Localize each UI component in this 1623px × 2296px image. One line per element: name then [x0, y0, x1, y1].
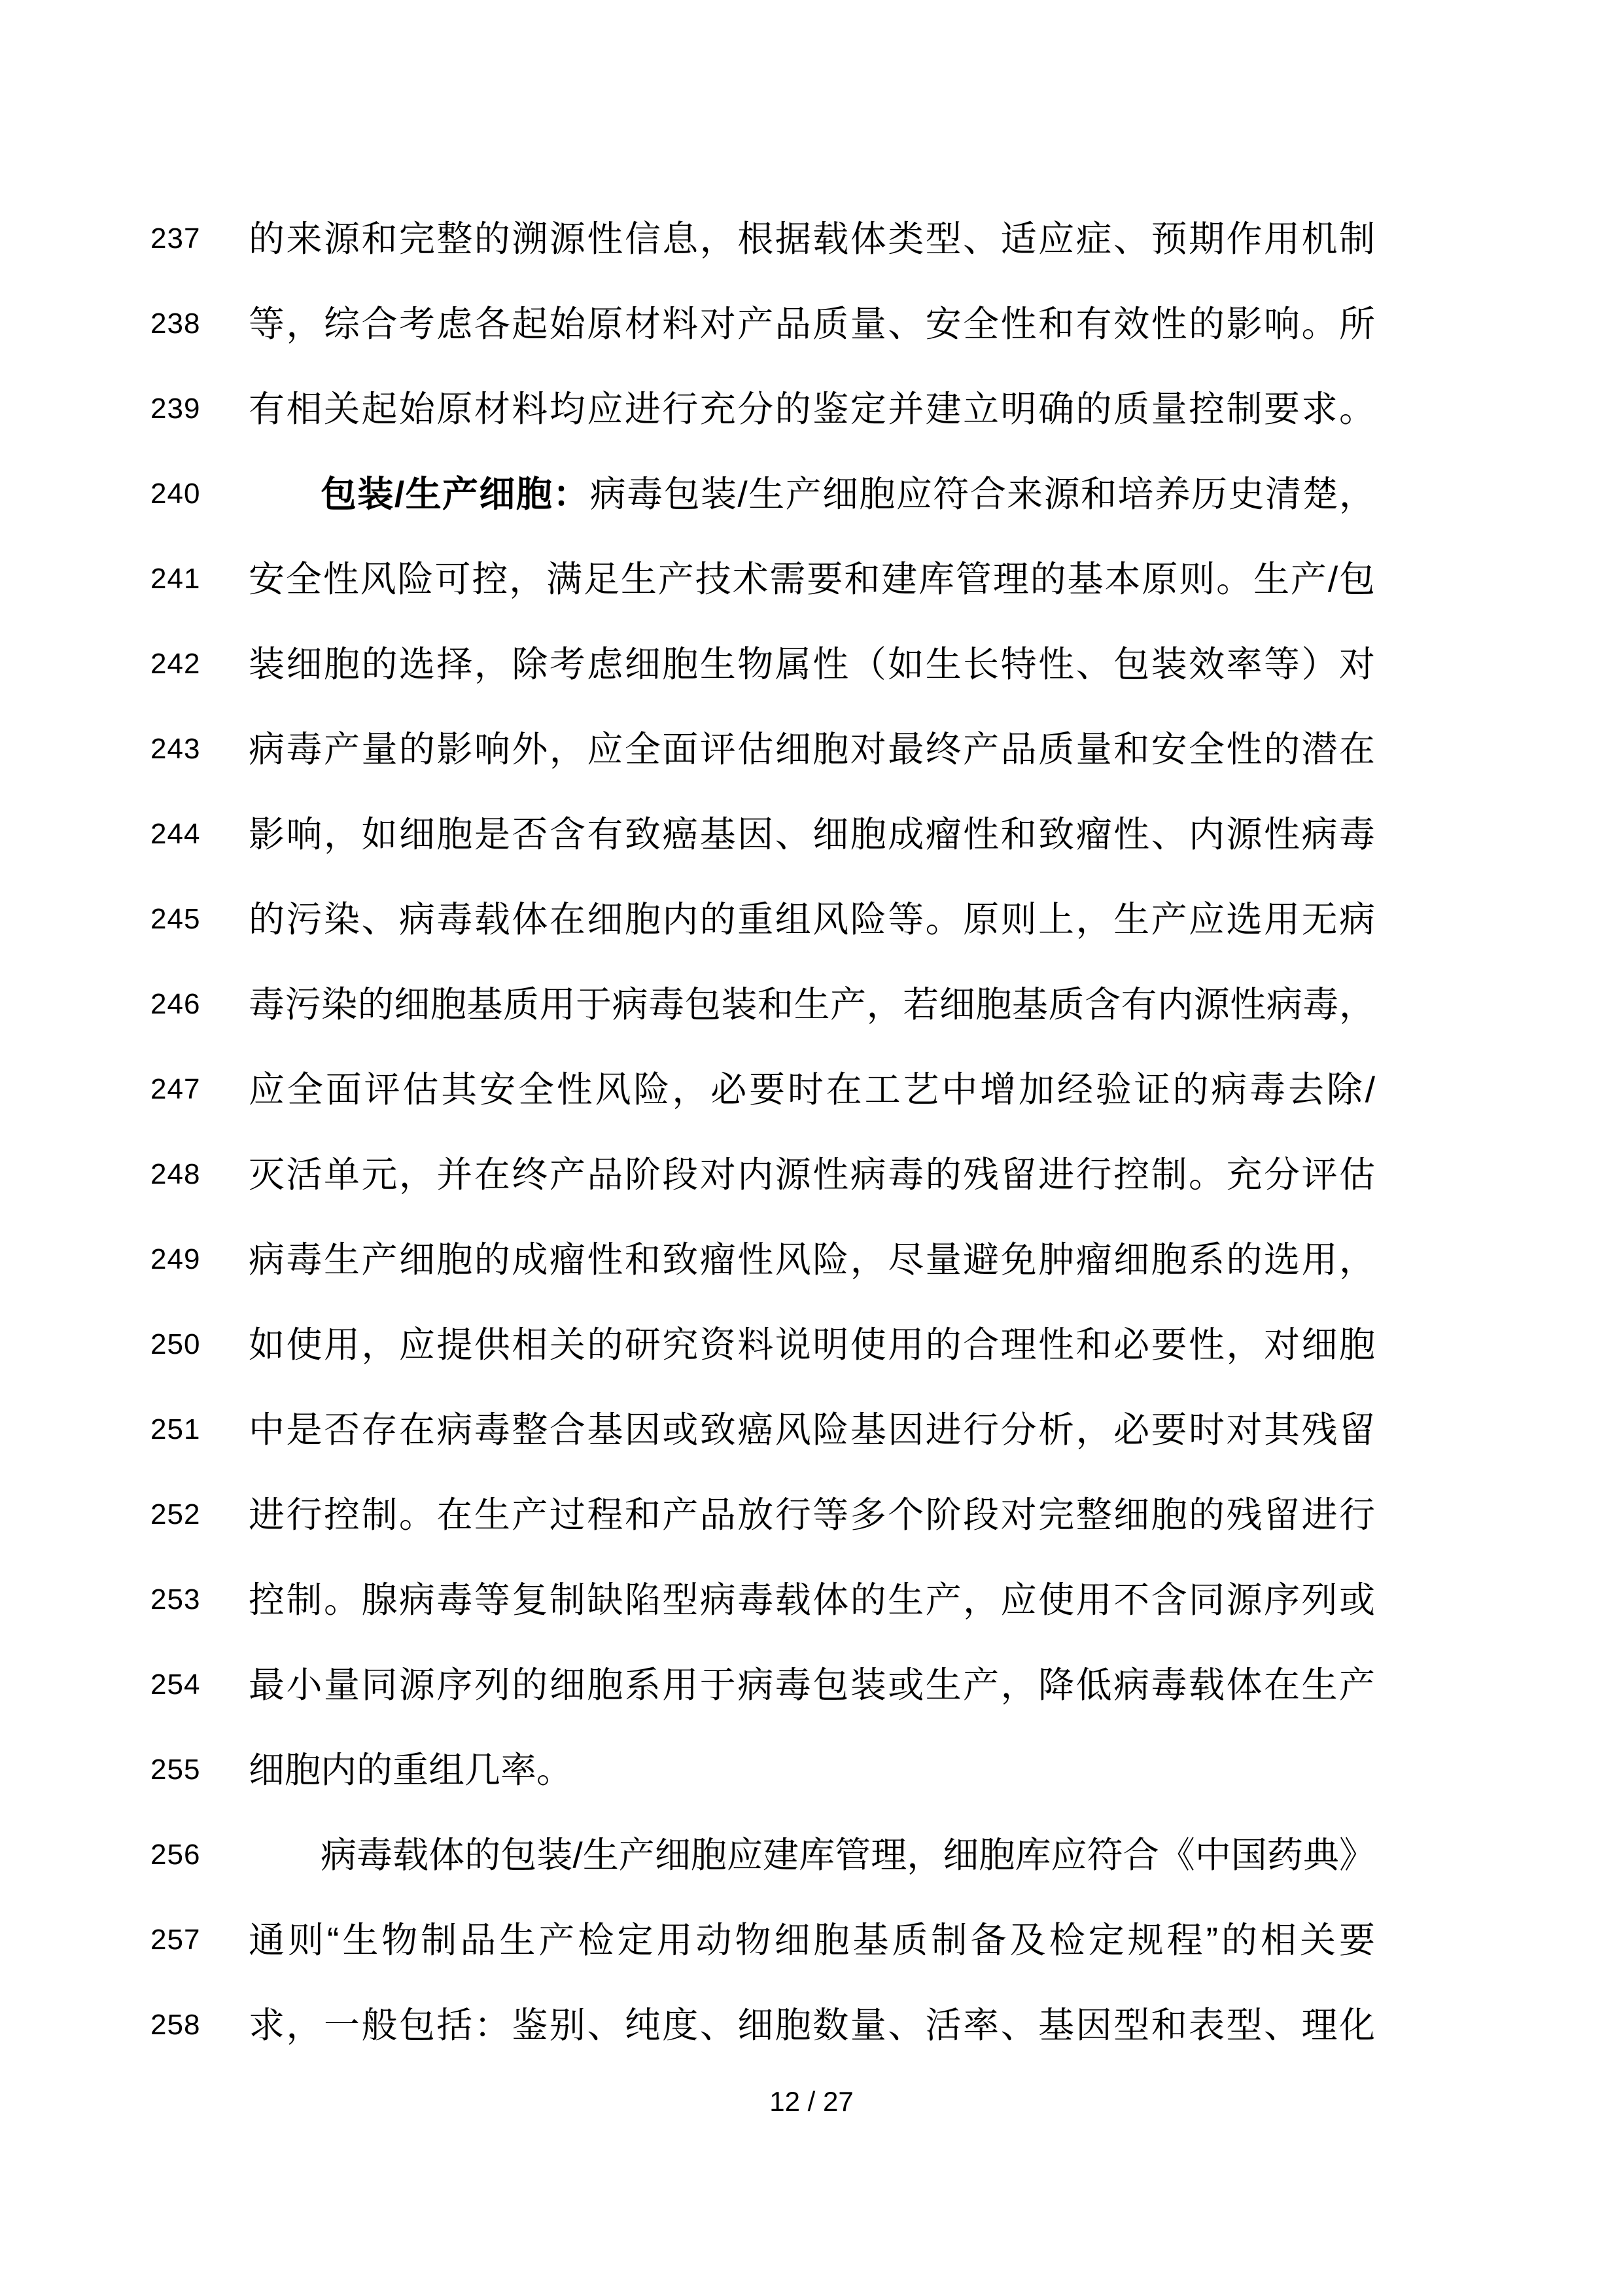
document-line [0, 196, 1623, 281]
line-text [249, 962, 1375, 1047]
document-line [0, 1302, 1623, 1387]
document-line [0, 1557, 1623, 1642]
line-number: 256 [150, 1839, 201, 1871]
line-text [249, 1472, 1375, 1557]
line-plain-text: 病毒产量的影响外，应全面评估细胞对最终产品质量和安全性的潜在 [249, 729, 1375, 769]
document-line [0, 1217, 1623, 1302]
line-plain-text: 细胞内的重组几率。 [249, 1750, 573, 1790]
document-line [0, 962, 1623, 1047]
line-plain-text: 控制。腺病毒等复制缺陷型病毒载体的生产，应使用不含同源序列或 [249, 1580, 1375, 1620]
line-text [249, 1387, 1375, 1472]
line-number: 240 [150, 478, 201, 510]
line-text [249, 877, 1375, 962]
document-line [0, 1387, 1623, 1472]
line-text [249, 707, 1375, 792]
document-line [0, 537, 1623, 622]
line-plain-text: 的污染、病毒载体在细胞内的重组风险等。原则上，生产应选用无病 [249, 899, 1375, 940]
line-plain-text: 最小量同源序列的细胞系用于病毒包装或生产，降低病毒载体在生产 [249, 1665, 1375, 1705]
line-number: 248 [150, 1158, 201, 1190]
line-number: 241 [150, 563, 201, 595]
line-plain-text: 病毒载体的包装/生产细胞应建库管理，细胞库应符合《中国药典》 [321, 1835, 1375, 1875]
document-line [0, 707, 1623, 792]
line-text [249, 366, 1375, 451]
document-line [0, 366, 1623, 451]
line-text [249, 1727, 1375, 1812]
line-number: 254 [150, 1669, 201, 1701]
line-text [249, 537, 1375, 622]
line-plain-text: 病毒生产细胞的成瘤性和致瘤性风险，尽量避免肿瘤细胞系的选用， [249, 1239, 1375, 1280]
line-plain-text: 安全性风险可控，满足生产技术需要和建库管理的基本原则。生产/包 [249, 559, 1375, 599]
line-text [249, 281, 1375, 366]
line-number: 247 [150, 1073, 201, 1105]
line-number: 253 [150, 1583, 201, 1616]
document-line [0, 877, 1623, 962]
document-line [0, 281, 1623, 366]
line-bold-lead: 包装/生产细胞： [321, 474, 590, 514]
line-number: 239 [150, 393, 201, 425]
line-text [249, 1898, 1375, 1983]
document-line [0, 1642, 1623, 1727]
line-number: 249 [150, 1243, 201, 1275]
line-number: 242 [150, 648, 201, 680]
line-text [249, 1302, 1375, 1387]
document-body [0, 196, 1623, 2068]
line-number: 258 [150, 2009, 201, 2041]
line-text [249, 1132, 1375, 1217]
line-number: 251 [150, 1413, 201, 1445]
line-plain-text: 如使用，应提供相关的研究资料说明使用的合理性和必要性，对细胞 [249, 1324, 1375, 1365]
document-line [0, 1727, 1623, 1812]
line-plain-text: 毒污染的细胞基质用于病毒包装和生产，若细胞基质含有内源性病毒， [249, 984, 1375, 1025]
document-line [0, 451, 1623, 537]
document-line [0, 1812, 1623, 1898]
document-line [0, 1898, 1623, 1983]
line-number: 250 [150, 1328, 201, 1360]
line-number: 255 [150, 1754, 201, 1786]
line-text [249, 622, 1375, 707]
line-number: 257 [150, 1924, 201, 1956]
line-number: 244 [150, 818, 201, 850]
page-number-footer: 12 / 27 [769, 2086, 854, 2117]
line-plain-text: 灭活单元，并在终产品阶段对内源性病毒的残留进行控制。充分评估 [249, 1154, 1375, 1195]
line-number: 252 [150, 1498, 201, 1530]
document-line [0, 1132, 1623, 1217]
document-line [0, 1047, 1623, 1132]
line-plain-text: 装细胞的选择，除考虑细胞生物属性（如生长特性、包装效率等）对 [249, 644, 1375, 684]
document-line [0, 792, 1623, 877]
document-line [0, 1472, 1623, 1557]
line-text [249, 1217, 1375, 1302]
line-number: 243 [150, 733, 201, 765]
line-number: 238 [150, 308, 201, 340]
line-text [249, 1047, 1375, 1132]
line-text [249, 1642, 1375, 1727]
line-number: 237 [150, 222, 201, 255]
line-text [249, 196, 1375, 281]
line-text [249, 451, 1375, 537]
line-plain-text: 进行控制。在生产过程和产品放行等多个阶段对完整细胞的残留进行 [249, 1494, 1375, 1535]
line-plain-text: 的来源和完整的溯源性信息，根据载体类型、适应症、预期作用机制 [249, 219, 1375, 259]
document-line [0, 622, 1623, 707]
line-text [249, 1812, 1375, 1898]
line-plain-text: 有相关起始原材料均应进行充分的鉴定并建立明确的质量控制要求。 [249, 389, 1375, 429]
line-plain-text: 应全面评估其安全性风险，必要时在工艺中增加经验证的病毒去除/ [249, 1069, 1375, 1110]
document-line [0, 1983, 1623, 2068]
line-text [249, 1983, 1375, 2068]
line-text [249, 792, 1375, 877]
line-plain-text: 影响，如细胞是否含有致癌基因、细胞成瘤性和致瘤性、内源性病毒 [249, 814, 1375, 855]
line-text [249, 1557, 1375, 1642]
line-number: 245 [150, 903, 201, 935]
line-plain-text: 通则“生物制品生产检定用动物细胞基质制备及检定规程”的相关要 [249, 1920, 1375, 1960]
line-plain-text: 中是否存在病毒整合基因或致癌风险基因进行分析，必要时对其残留 [249, 1409, 1375, 1450]
line-number: 246 [150, 988, 201, 1020]
line-plain-text: 病毒包装/生产细胞应符合来源和培养历史清楚， [589, 474, 1375, 514]
line-plain-text: 求，一般包括：鉴别、纯度、细胞数量、活率、基因型和表型、理化 [249, 2005, 1375, 2045]
line-plain-text: 等，综合考虑各起始原材料对产品质量、安全性和有效性的影响。所 [249, 304, 1375, 344]
